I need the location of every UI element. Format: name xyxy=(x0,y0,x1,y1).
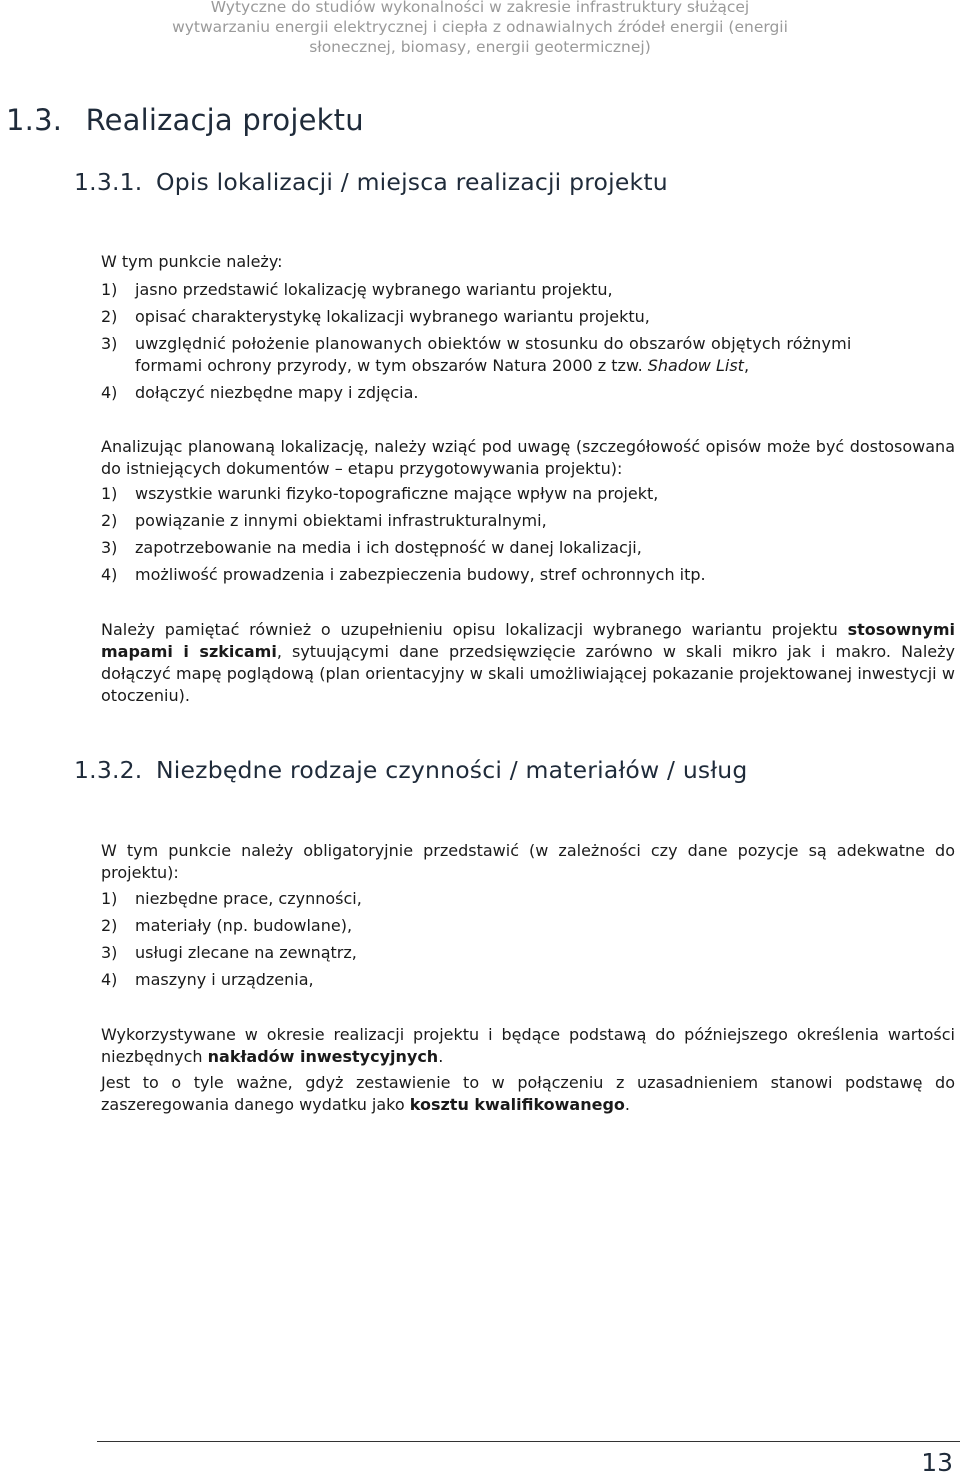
section-title: Realizacja projektu xyxy=(85,103,364,137)
paragraph-intro-2: W tym punkcie należy obligatoryjnie przedstawić (w zależności czy dane pozycje są adekwatne do projektu): xyxy=(101,841,955,882)
list-item: 4) możliwość prowadzenia i zabezpieczenia budowy, stref ochronnych itp. xyxy=(101,565,706,584)
list-item: 3) zapotrzebowanie na media i ich dostępność w danej lokalizacji, xyxy=(101,538,642,557)
subsection-heading-1 xyxy=(74,168,668,196)
header-line-1: Wytyczne do studiów wykonalności w zakresie infrastruktury służącej xyxy=(210,0,750,16)
paragraph-maps: Należy pamiętać również o uzupełnieniu opisu lokalizacji wybranego wariantu projektu stosownymi mapami i szkicami, sytuującymi dane przedsięwzięcie zarówno w skali mikro jak i makro. Należy dołączyć mapę poglądową (plan orientacyjny w skali umożliwiającej pokazanie projektowanej inwestycji w otoczeniu). xyxy=(101,620,956,705)
list-item: 1) niezbędne prace, czynności, xyxy=(101,889,362,908)
list-item: 2) materiały (np. budowlane), xyxy=(101,916,353,935)
subsection-number: 1.3.2. xyxy=(74,756,143,784)
list-item: 2) opisać charakterystykę lokalizacji wybranego wariantu projektu, xyxy=(101,307,650,326)
paragraph-intro: W tym punkcie należy: xyxy=(101,252,283,271)
paragraph-eligible-cost: Jest to o tyle ważne, gdyż zestawienie to w połączeniu z uzasadnieniem stanowi podstawę do zaszeregowania danego wydatku jako kosztu kwalifikowanego. xyxy=(101,1073,955,1114)
list-item: 4) maszyny i urządzenia, xyxy=(101,970,314,989)
section-number: 1.3. xyxy=(6,103,63,137)
list-item: 2) powiązanie z innymi obiektami infrastrukturalnymi, xyxy=(101,511,547,530)
header-line-3: słonecznej, biomasy, energii geotermicznej) xyxy=(309,38,651,56)
subsection-heading-2 xyxy=(74,756,747,784)
list-item: 1) jasno przedstawić lokalizację wybranego wariantu projektu, xyxy=(101,280,613,299)
subsection-number: 1.3.1. xyxy=(74,168,143,196)
subsection-title: Opis lokalizacji / miejsca realizacji projektu xyxy=(156,168,668,196)
list-item: 1) wszystkie warunki fizyko-topograficzne mające wpływ na projekt, xyxy=(101,484,659,503)
page-number: 13 xyxy=(921,1448,953,1477)
footer-divider xyxy=(97,1441,960,1442)
section-heading xyxy=(6,103,364,137)
paragraph-analysis: Analizując planowaną lokalizację, należy wziąć pod uwagę (szczegółowość opisów może być dostosowana do istniejących dokumentów – etapu przygotowywania projektu): xyxy=(101,437,955,478)
list-item: 4) dołączyć niezbędne mapy i zdjęcia. xyxy=(101,383,419,402)
header-line-2: wytwarzaniu energii elektrycznej i ciepła z odnawialnych źródeł energii (energii xyxy=(172,18,788,36)
subsection-title: Niezbędne rodzaje czynności / materiałów / usług xyxy=(156,756,748,784)
list-item: 3) uwzględnić położenie planowanych obiektów w stosunku do obszarów objętych różnymi formami ochrony przyrody, w tym obszarów Natura 2000 z tzw. Shadow List, xyxy=(101,334,852,375)
paragraph-investment: Wykorzystywane w okresie realizacji projektu i będące podstawą do późniejszego określenia wartości niezbędnych nakładów inwestycyjnych. xyxy=(101,1025,955,1066)
list-item: 3) usługi zlecane na zewnątrz, xyxy=(101,943,357,962)
